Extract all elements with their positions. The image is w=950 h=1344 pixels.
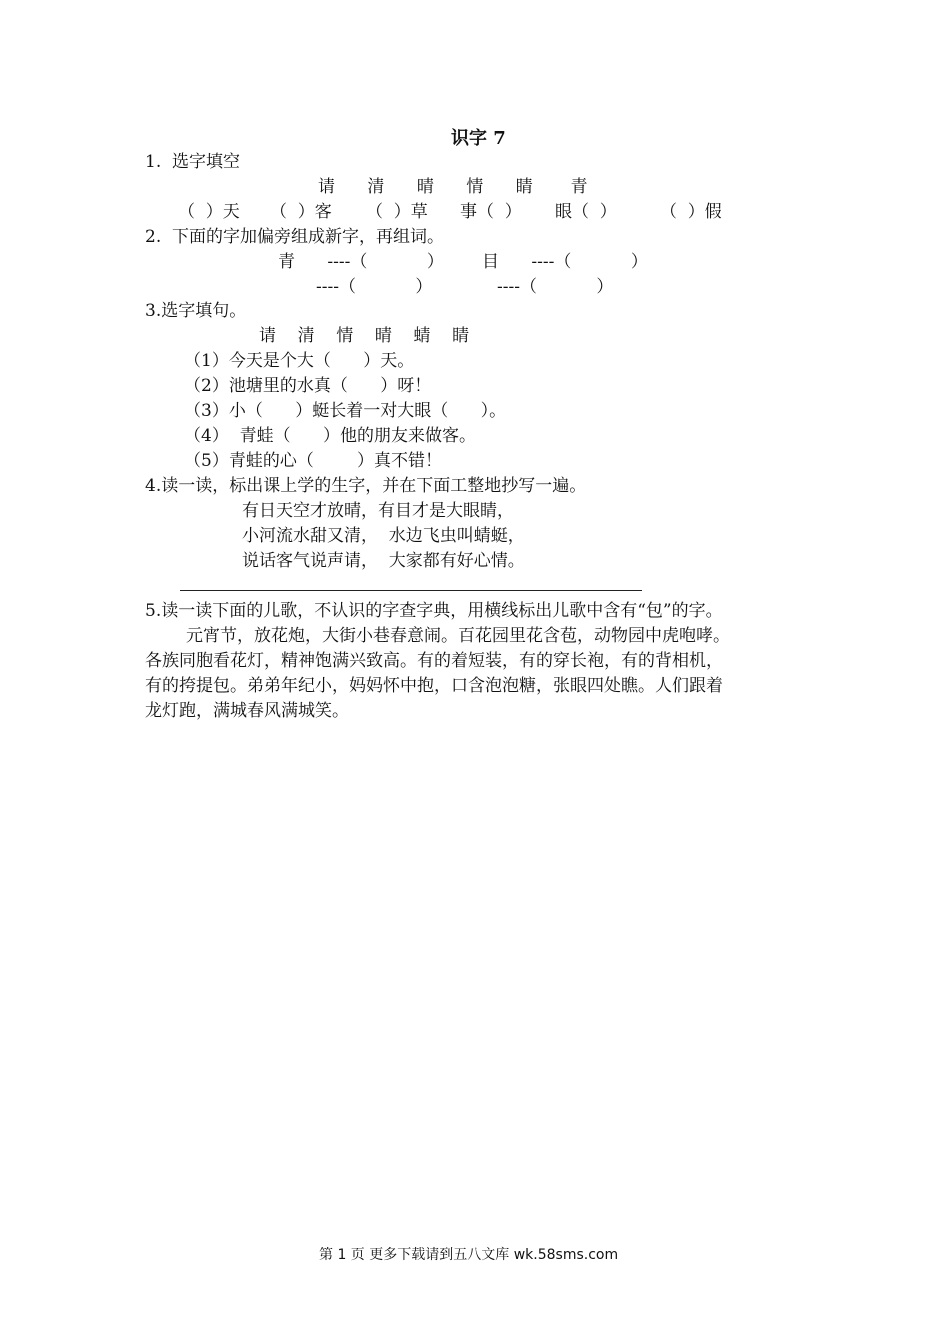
q5-line-2: 各族同胞看花灯，精神饱满兴致高。有的着短装，有的穿长袍，有的背相机，: [145, 651, 723, 671]
q2-heading: 2. 下面的字加偏旁组成新字，再组词。: [145, 227, 445, 247]
q5-line-3: 有的挎提包。弟弟年纪小，妈妈怀中抱，口含泡泡糖，张眼四处瞧。人们跟着: [145, 676, 723, 696]
page-footer: 第 1 页 更多下载请到五八文库 wk.58sms.com: [319, 1247, 619, 1263]
q2-row2-left: ----（ ）: [316, 277, 433, 297]
q5-line-1: 元宵节，放花炮，大街小巷春意闹。百花园里花含苞，动物园中虎咆哮。: [186, 626, 730, 646]
q3-item-1: （1）今天是个大（ ）天。: [184, 351, 415, 371]
q4-heading: 4.读一读，标出课上学的生字，并在下面工整地抄写一遍。: [145, 476, 587, 496]
q3-heading: 3.选字填句。: [145, 301, 247, 321]
q1-blank-6: （ ）假: [660, 202, 722, 222]
q1-blank-2: （ ）客: [270, 202, 332, 222]
q4-poem-line-3: 说话客气说声请， 大家都有好心情。: [242, 551, 525, 571]
q4-poem-line-2: 小河流水甜又清， 水边飞虫叫蜻蜓，: [242, 526, 525, 546]
q3-item-4: （4） 青蛙（ ）他的朋友来做客。: [184, 426, 477, 446]
page-title: 识字 7: [451, 128, 506, 149]
q2-row1-right: 目 ----（ ）: [482, 252, 648, 272]
q3-item-3: （3）小（ ）蜓长着一对大眼（ ）。: [184, 401, 507, 421]
q1-blank-4: 事（ ）: [460, 202, 522, 222]
q3-item-5: （5）青蛙的心（ ）真不错！: [184, 451, 443, 471]
q2-row2-right: ----（ ）: [497, 277, 614, 297]
q3-choices: 请 清 情 晴 蜻 睛: [259, 326, 470, 346]
q1-blank-3: （ ）草: [366, 202, 428, 222]
q2-row1-left: 青 ----（ ）: [278, 252, 444, 272]
copy-line: [180, 590, 642, 591]
q1-blank-5: 眼（ ）: [555, 202, 617, 222]
q1-heading: 1. 选字填空: [145, 152, 241, 172]
q5-heading: 5.读一读下面的儿歌，不认识的字查字典，用横线标出儿歌中含有“包”的字。: [145, 601, 723, 621]
q3-item-2: （2）池塘里的水真（ ）呀！: [184, 376, 432, 396]
q1-choices: 请 清 晴 情 睛 青: [318, 177, 588, 197]
q1-blank-1: （ ）天: [178, 202, 240, 222]
q5-line-4: 龙灯跑，满城春风满城笑。: [145, 701, 349, 721]
q4-poem-line-1: 有日天空才放晴，有目才是大眼睛，: [242, 501, 514, 521]
